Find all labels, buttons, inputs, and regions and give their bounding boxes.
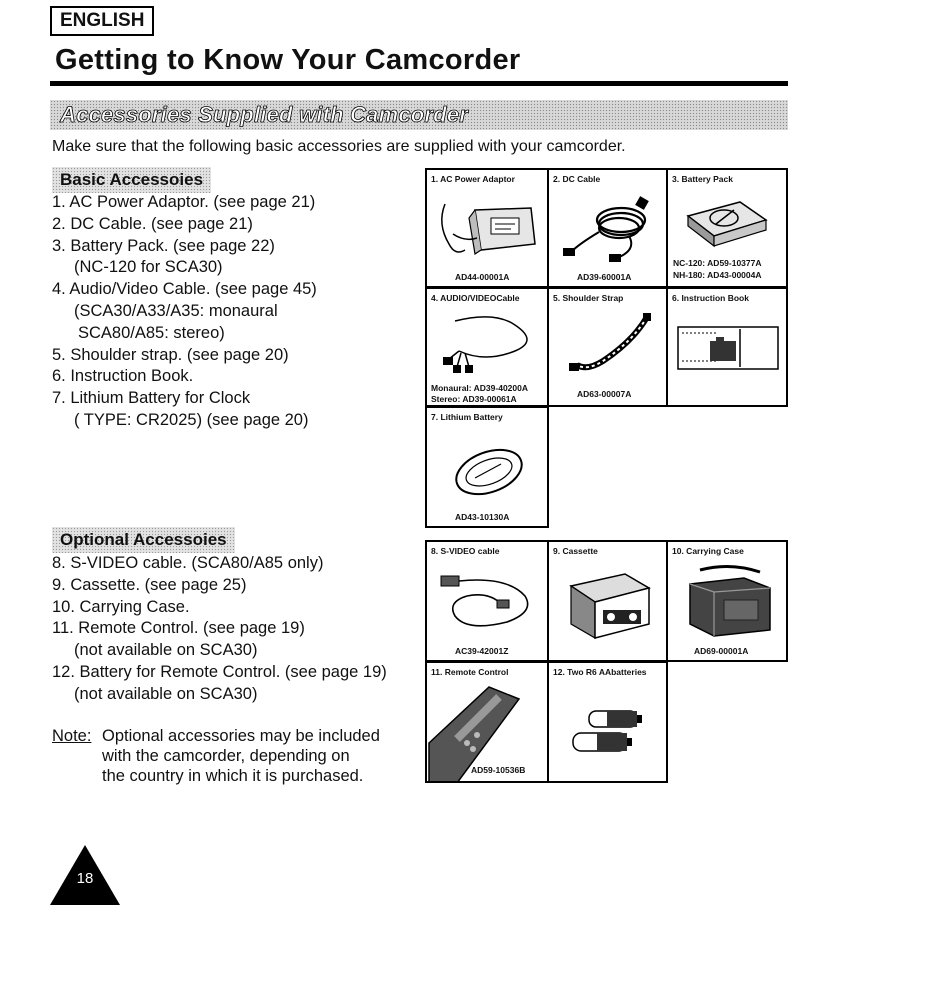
cell-instruction-book xyxy=(666,287,788,407)
page-number-badge xyxy=(50,845,120,905)
list-item: (not available on SCA30) xyxy=(74,641,258,660)
cell-remote-control xyxy=(425,661,549,783)
intro-text: Make sure that the following basic accessories are supplied with your camcorder. xyxy=(52,138,626,155)
cell-dc-cable xyxy=(547,168,668,288)
cell-label: 10. Carrying Case xyxy=(672,546,744,556)
list-item: 9. Cassette. (see page 25) xyxy=(52,575,247,594)
carrying-case-icon xyxy=(684,564,776,640)
part-code: AC39-42001Z xyxy=(455,646,509,656)
list-item: 4. Audio/Video Cable. (see page 45) xyxy=(52,280,317,299)
shoulder-strap-icon xyxy=(563,311,655,381)
basic-accessories-heading: Basic Accessoies xyxy=(52,167,211,193)
cell-label: 9. Cassette xyxy=(553,546,598,556)
part-code: AD43-10130A xyxy=(455,512,510,522)
av-cable-icon xyxy=(435,311,543,375)
cell-label: 7. Lithium Battery xyxy=(431,412,503,422)
basic-accessories-list xyxy=(52,192,412,432)
list-item: 8. S-VIDEO cable. (SCA80/A85 only) xyxy=(52,554,324,572)
list-item: (NC-120 for SCA30) xyxy=(74,258,223,277)
cell-label: 6. Instruction Book xyxy=(672,293,749,303)
cell-ac-power-adaptor xyxy=(425,168,549,288)
battery-pack-icon xyxy=(682,196,772,248)
list-item: ( TYPE: CR2025) (see page 20) xyxy=(74,410,309,429)
part-code: AD63-00007A xyxy=(577,389,632,399)
page-number: 18 xyxy=(76,870,94,887)
cell-label: 11. Remote Control xyxy=(431,667,509,677)
note xyxy=(52,726,412,786)
note-line: Optional accessories may be included xyxy=(102,727,380,745)
cell-label: 5. Shoulder Strap xyxy=(553,293,624,303)
instruction-book-icon xyxy=(676,325,780,371)
note-line: with the camcorder, depending on xyxy=(102,747,350,765)
part-code: Stereo: AD39-00061A xyxy=(431,394,517,404)
list-item: 12. Battery for Remote Control. (see page 19) xyxy=(52,662,387,681)
cell-av-cable xyxy=(425,287,549,407)
cell-cassette xyxy=(547,540,668,662)
list-item: 11. Remote Control. (see page 19) xyxy=(52,619,305,638)
note-line: the country in which it is purchased. xyxy=(102,767,364,785)
cell-label: 4. AUDIO/VIDEOCable xyxy=(431,293,520,303)
part-code: AD69-00001A xyxy=(694,646,749,656)
lithium-battery-icon xyxy=(451,444,527,500)
list-item: 10. Carrying Case. xyxy=(52,597,190,616)
part-code: Monaural: AD39-40200A xyxy=(431,383,528,393)
cell-shoulder-strap xyxy=(547,287,668,407)
list-item: 7. Lithium Battery for Clock xyxy=(52,389,251,408)
language-tab: ENGLISH xyxy=(50,6,154,36)
cell-label: 2. DC Cable xyxy=(553,174,601,184)
part-code: NC-120: AD59-10377A xyxy=(673,258,762,268)
list-item: 5. Shoulder strap. (see page 20) xyxy=(52,345,289,364)
part-code: AD59-10536B xyxy=(471,765,526,775)
list-item: 6. Instruction Book. xyxy=(52,367,194,386)
list-item: 1. AC Power Adaptor. (see page 21) xyxy=(52,193,316,211)
page-title: Getting to Know Your Camcorder xyxy=(55,44,521,76)
optional-accessories-list xyxy=(52,553,412,706)
list-item: 2. DC Cable. (see page 21) xyxy=(52,214,253,233)
part-code: NH-180: AD43-00004A xyxy=(673,270,762,280)
cell-label: 12. Two R6 AAbatteries xyxy=(553,667,647,677)
list-item: (not available on SCA30) xyxy=(74,684,258,703)
cell-label: 8. S-VIDEO cable xyxy=(431,546,500,556)
list-item: SCA80/A85: stereo) xyxy=(78,323,225,342)
list-item: (SCA30/A33/A35: monaural xyxy=(74,301,278,320)
optional-accessories-heading: Optional Accessoies xyxy=(52,527,235,553)
ac-adaptor-icon xyxy=(435,194,543,264)
note-label: Note: xyxy=(52,727,92,745)
s-video-cable-icon xyxy=(437,566,541,636)
cell-label: 1. AC Power Adaptor xyxy=(431,174,515,184)
section-title: Accessories Supplied with Camcorder xyxy=(60,102,469,127)
dc-cable-icon xyxy=(559,192,659,268)
cell-lithium-battery xyxy=(425,406,549,528)
cell-carrying-case xyxy=(666,540,788,662)
aa-batteries-icon xyxy=(567,707,653,757)
cell-s-video-cable xyxy=(425,540,549,662)
part-code: AD44-00001A xyxy=(455,272,510,282)
list-item: 3. Battery Pack. (see page 22) xyxy=(52,236,275,255)
cell-battery-pack xyxy=(666,168,788,288)
part-code: AD39-60001A xyxy=(577,272,632,282)
cassette-icon xyxy=(563,566,655,640)
section-banner xyxy=(50,100,788,130)
cell-aa-batteries xyxy=(547,661,668,783)
title-rule xyxy=(50,81,788,86)
cell-label: 3. Battery Pack xyxy=(672,174,733,184)
